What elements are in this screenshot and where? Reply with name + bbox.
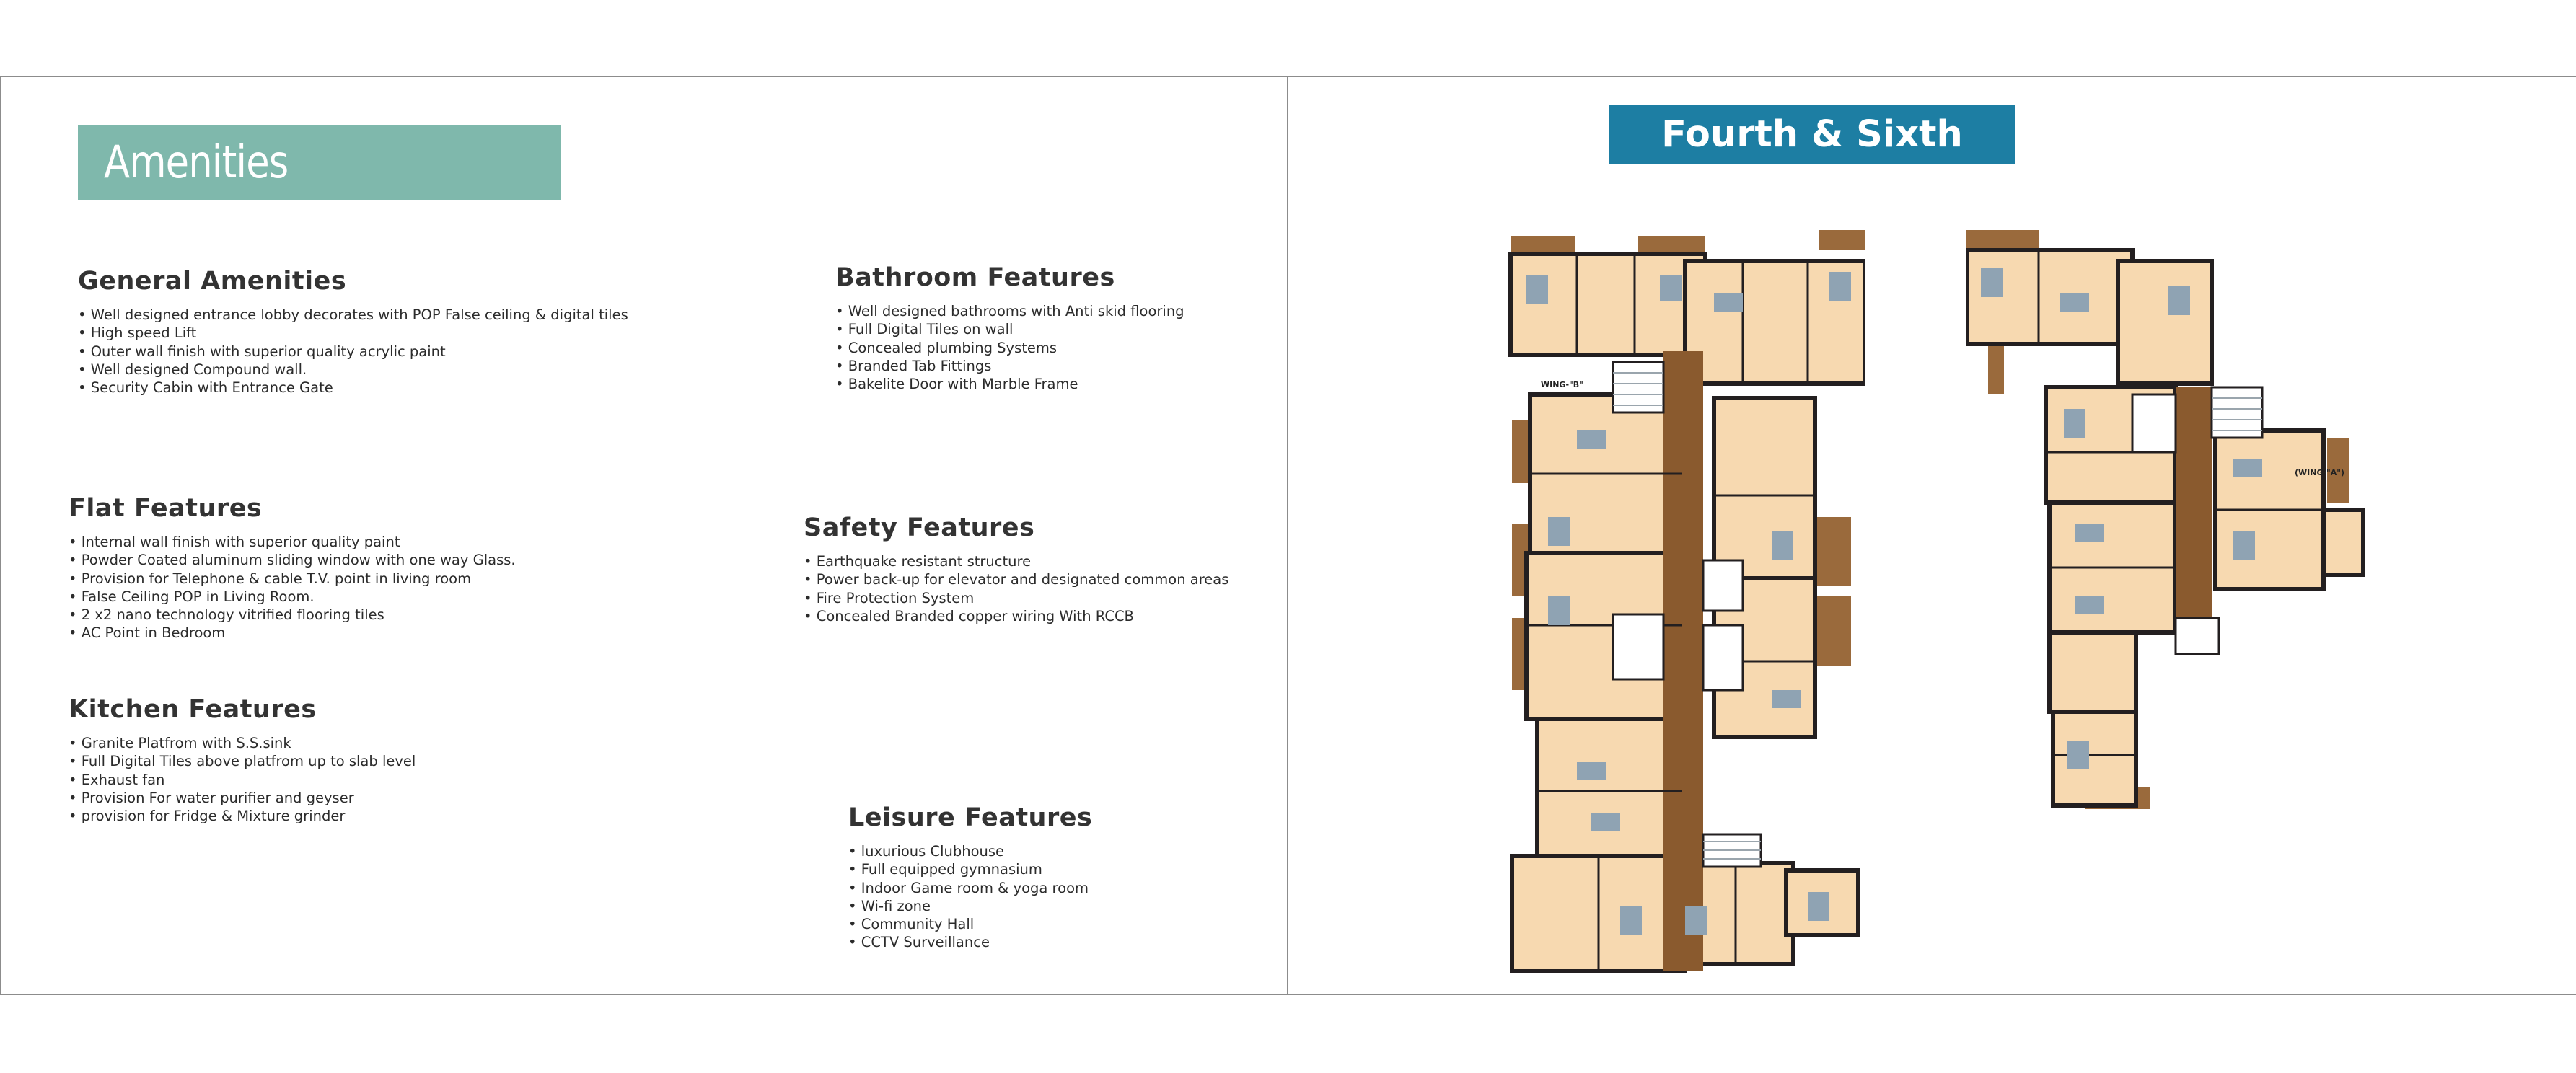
floor-plan-title: Fourth & Sixth Floor <box>1661 113 1963 215</box>
list-item: • Concealed plumbing Systems <box>835 339 1184 357</box>
apartment-blocks <box>1966 250 2363 805</box>
safety-features-section <box>804 513 1228 625</box>
flat-features-heading: Flat Features <box>69 494 263 523</box>
list-item: • Security Cabin with Entrance Gate <box>78 379 628 397</box>
flat-features-section <box>69 494 516 643</box>
list-item: • luxurious Clubhouse <box>848 842 1092 860</box>
amenities-banner <box>78 125 561 200</box>
wing-a-floor-plan <box>1966 221 2370 899</box>
kitchen-features-heading: Kitchen Features <box>69 695 317 724</box>
list-item: • Internal wall finish with superior quality paint <box>69 533 516 551</box>
list-item: • Full Digital Tiles above platfrom up to slab level <box>69 752 416 770</box>
leisure-features-list <box>848 842 1092 952</box>
kitchen-features-section <box>69 695 416 825</box>
list-item: • Community Hall <box>848 915 1092 933</box>
list-item: • Power back-up for elevator and designated common areas <box>804 570 1228 588</box>
amenities-page <box>0 77 1288 994</box>
list-item: • Wi-fi zone <box>848 897 1092 915</box>
general-amenities-list <box>78 306 628 397</box>
list-item: • Concealed Branded copper wiring With RCCB <box>804 607 1228 625</box>
list-item: • Bakelite Door with Marble Frame <box>835 375 1184 393</box>
list-item: • AC Point in Bedroom <box>69 624 516 642</box>
list-item: • Branded Tab Fittings <box>835 357 1184 375</box>
amenities-title: Amenities <box>104 136 289 188</box>
list-item: • Full Digital Tiles on wall <box>835 320 1184 338</box>
leisure-features-section <box>848 803 1092 952</box>
list-item: • Provision For water purifier and geyser <box>69 789 416 807</box>
bathroom-features-list <box>835 302 1184 393</box>
list-item: • Well designed entrance lobby decorates with POP False ceiling & digital tiles <box>78 306 628 324</box>
general-amenities-heading: General Amenities <box>78 267 347 296</box>
bathroom-features-section <box>835 263 1184 393</box>
brochure-spread <box>0 76 2576 995</box>
safety-features-heading: Safety Features <box>804 513 1035 542</box>
list-item: • provision for Fridge & Mixture grinder <box>69 807 416 825</box>
list-item: • Exhaust fan <box>69 771 416 789</box>
list-item: • False Ceiling POP in Living Room. <box>69 588 516 606</box>
central-corridor <box>2176 387 2212 618</box>
list-item: • Full equipped gymnasium <box>848 860 1092 878</box>
list-item: • Outer wall finish with superior quality acrylic paint <box>78 343 628 361</box>
list-item: • Granite Platfrom with S.S.sink <box>69 734 416 752</box>
bathroom-features-heading: Bathroom Features <box>835 263 1115 292</box>
floor-plan-page <box>1288 77 2576 994</box>
list-item: • 2 x2 nano technology vitrified flooring tiles <box>69 606 516 624</box>
list-item: • High speed Lift <box>78 324 628 342</box>
flat-features-list <box>69 533 516 643</box>
safety-features-list <box>804 552 1228 625</box>
wing-b-label: WING-"B" <box>1541 380 1583 389</box>
wing-b-floor-plan <box>1505 221 1865 979</box>
list-item: • Fire Protection System <box>804 589 1228 607</box>
floor-plan-title-bar <box>1609 105 2015 215</box>
list-item: • Well designed bathrooms with Anti skid flooring <box>835 302 1184 320</box>
list-item: • CCTV Surveillance <box>848 933 1092 951</box>
list-item: • Powder Coated aluminum sliding window with one way Glass. <box>69 551 516 569</box>
leisure-features-heading: Leisure Features <box>848 803 1093 832</box>
kitchen-features-list <box>69 734 416 825</box>
wing-a-label: (WING-"A") <box>2295 468 2345 477</box>
list-item: • Well designed Compound wall. <box>78 361 628 379</box>
list-item: • Provision for Telephone & cable T.V. point in living room <box>69 570 516 588</box>
list-item: • Indoor Game room & yoga room <box>848 879 1092 897</box>
central-corridor <box>1663 351 1703 971</box>
list-item: • Earthquake resistant structure <box>804 552 1228 570</box>
general-amenities-section <box>78 267 628 397</box>
